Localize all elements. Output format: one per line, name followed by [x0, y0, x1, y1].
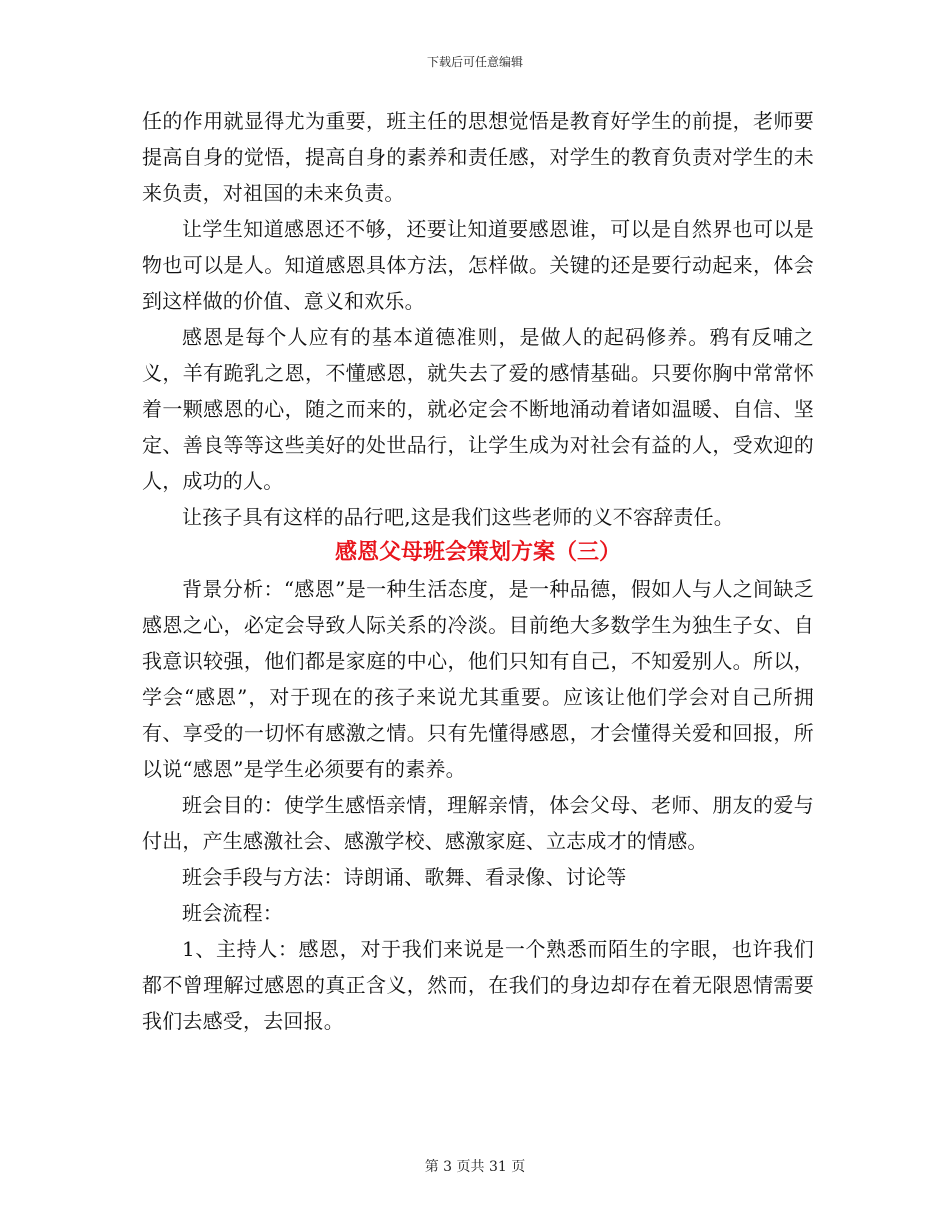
paragraph-methods: 班会手段与方法：诗朗诵、歌舞、看录像、讨论等 — [182, 865, 627, 889]
paragraph-2: 让学生知道感恩还不够，还要让知道要感恩谁，可以是自然界也可以是物也可以是人。知道感恩具体方法，怎样做。关键的还是要行动起来，体会到这样做的价值、意义和欢乐。 — [142, 217, 814, 313]
paragraph-4: 让孩子具有这样的品行吧,这是我们这些老师的义不容辞责任。 — [182, 505, 734, 529]
section-title: 感恩父母班会策划方案（三） — [334, 540, 621, 565]
page-footer: 第 3 页共 31 页 — [424, 1159, 526, 1175]
paragraph-host: 1、主持人：感恩，对于我们来说是一个熟悉而陌生的字眼，也许我们都不曾理解过感恩的真正含义，然而，在我们的身边却存在着无限恩情需要我们去感受，去回报。 — [142, 937, 814, 1033]
paragraph-3: 感恩是每个人应有的基本道德准则，是做人的起码修养。鸦有反哺之义，羊有跪乳之恩，不懂感恩，就失去了爱的感情基础。只要你胸中常常怀着一颗感恩的心，随之而来的，就必定会不断地涌动着诸如温暖、自信、坚定、善良等等这些美好的处世品行，让学生成为对社会有益的人，受欢迎的人，成功的人。 — [142, 325, 814, 493]
paragraph-background: 背景分析：“感恩”是一种生活态度，是一种品德，假如人与人之间缺乏感恩之心，必定会导致人际关系的冷淡。目前绝大多数学生为独生子女、自我意识较强，他们都是家庭的中心，他们只知有自己，不知爱别人。所以，学会“感恩”，对于现在的孩子来说尤其重要。应该让他们学会对自己所拥有、享受的一切怀有感激之情。只有先懂得感恩，才会懂得关爱和回报，所以说“感恩”是学生必须要有的素养。 — [142, 577, 814, 781]
document-body — [142, 103, 814, 1039]
page-header: 下载后可任意编辑 — [426, 55, 523, 69]
paragraph-process: 班会流程： — [182, 901, 283, 925]
paragraph-purpose: 班会目的：使学生感悟亲情，理解亲情，体会父母、老师、朋友的爱与付出，产生感激社会、感激学校、感激家庭、立志成才的情感。 — [142, 793, 814, 853]
paragraph-1: 任的作用就显得尤为重要，班主任的思想觉悟是教育好学生的前提，老师要提高自身的觉悟，提高自身的素养和责任感，对学生的教育负责对学生的未来负责，对祖国的未来负责。 — [142, 109, 814, 205]
